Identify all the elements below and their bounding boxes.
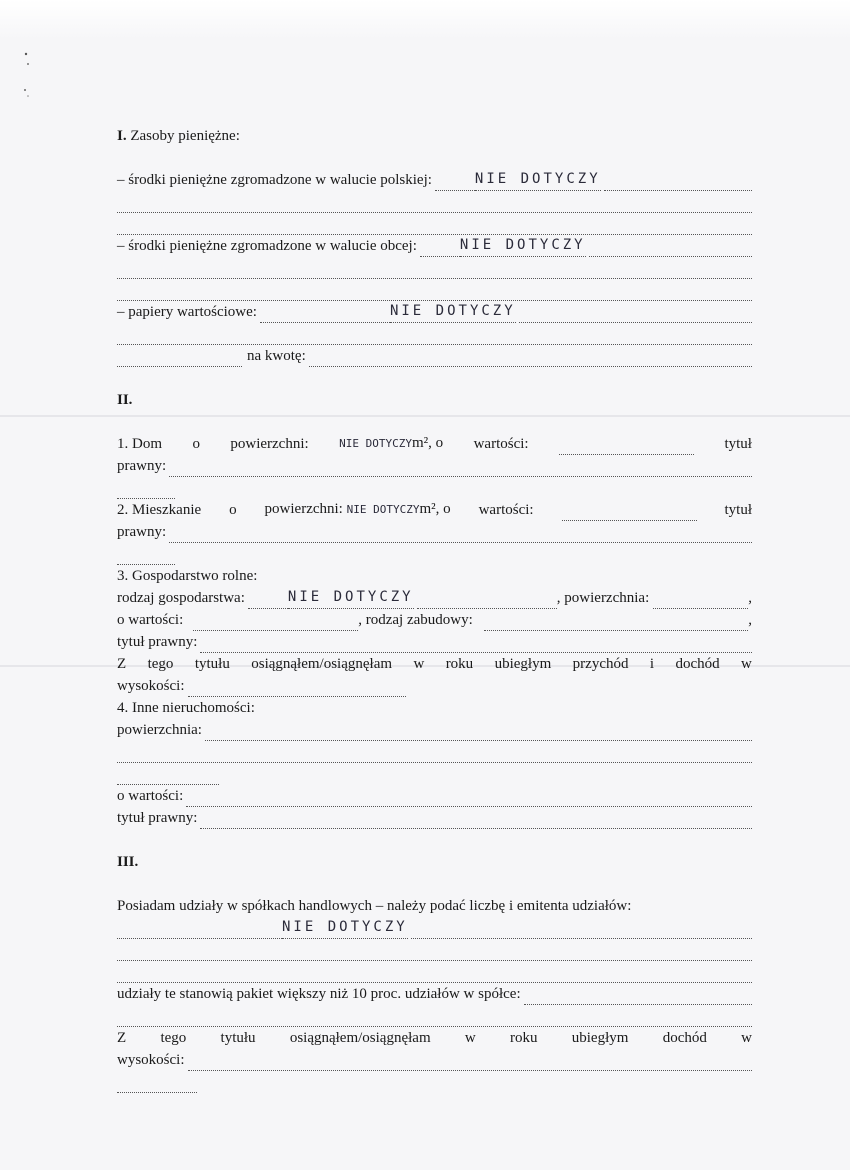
- farm-income-row: [117, 675, 752, 697]
- farm-type-label: rodzaj gospodarstwa:: [117, 590, 245, 606]
- shares-income-word: Z: [117, 1030, 127, 1046]
- shares-value[interactable]: NIE DOTYCZY: [282, 916, 408, 939]
- shares-income-row: [117, 1049, 752, 1071]
- pln-funds-label: – środki pieniężne zgromadzone w walucie polskiej:: [117, 172, 432, 188]
- farm-income-word: tytułu: [194, 656, 230, 672]
- farm-income-word: Z: [117, 656, 127, 672]
- house-unit: m², o: [411, 435, 444, 451]
- shares-income-word: tytułu: [220, 1030, 256, 1046]
- house-title-field[interactable]: [169, 462, 752, 477]
- other-title-field[interactable]: [200, 814, 752, 829]
- house-area-value[interactable]: NIE DOTYCZY: [339, 437, 412, 450]
- farm-income-word: przychód: [572, 656, 629, 672]
- shares-row: [117, 895, 752, 917]
- foreign-funds-value[interactable]: NIE DOTYCZY: [460, 234, 586, 257]
- other-heading-text: 4. Inne nieruchomości:: [117, 700, 255, 716]
- farm-income-field[interactable]: [188, 682, 406, 697]
- scan-top-edge: [0, 0, 850, 40]
- farm-income-word: roku: [445, 656, 474, 672]
- shares-income-field[interactable]: [188, 1056, 753, 1071]
- amount-label: na kwotę:: [247, 348, 306, 364]
- other-value-label: o wartości:: [117, 788, 184, 804]
- other-heading: [117, 697, 752, 719]
- securities-amount-row: [117, 345, 752, 367]
- farm-value-field[interactable]: [193, 616, 358, 631]
- shares-income-word: w: [741, 1030, 752, 1046]
- shares-income-sentence: [117, 1027, 752, 1049]
- other-area-field[interactable]: [205, 726, 752, 741]
- flat-row: [117, 499, 752, 521]
- foreign-funds-row: [117, 235, 752, 257]
- pln-funds-value[interactable]: NIE DOTYCZY: [475, 168, 601, 191]
- flat-value-label: wartości:: [478, 502, 534, 518]
- other-value-field[interactable]: [186, 792, 752, 807]
- farm-income-label: wysokości:: [117, 678, 185, 694]
- flat-title-label: tytuł: [724, 502, 752, 518]
- shares-block-field[interactable]: [524, 990, 752, 1005]
- securities-value[interactable]: NIE DOTYCZY: [390, 300, 516, 323]
- shares-block-row: [117, 983, 752, 1005]
- shares-income-word: tego: [160, 1030, 187, 1046]
- farm-value-label: o wartości:: [117, 612, 184, 628]
- farm-title-field[interactable]: [200, 638, 752, 653]
- farm-income-word: w: [413, 656, 425, 672]
- house-value-field[interactable]: [559, 440, 694, 455]
- section-ii-heading: II.: [117, 392, 133, 408]
- house-value-label: wartości:: [473, 436, 529, 452]
- farm-heading: [117, 565, 752, 587]
- flat-title-row: [117, 521, 752, 543]
- farm-income-word: osiągnąłem/osiągnęłam: [251, 656, 393, 672]
- binder-hole-mark: [22, 50, 32, 100]
- house-row: [117, 433, 752, 455]
- shares-block-label: udziały te stanowią pakiet większy niż 10 proc. udziałów w spółce:: [117, 986, 521, 1002]
- pln-funds-row: [117, 169, 752, 191]
- foreign-funds-label: – środki pieniężne zgromadzone w walucie obcej:: [117, 238, 417, 254]
- farm-heading-text: 3. Gospodarstwo rolne:: [117, 568, 258, 584]
- flat-label: 2. Mieszkanie: [117, 502, 202, 518]
- other-area-row: [117, 719, 752, 741]
- farm-type-value[interactable]: NIE DOTYCZY: [288, 586, 414, 609]
- farm-income-word: w: [741, 656, 752, 672]
- flat-title-field[interactable]: [169, 528, 752, 543]
- flat-value-field[interactable]: [562, 506, 697, 521]
- securities-label: – papiery wartościowe:: [117, 304, 257, 320]
- flat-area-value[interactable]: NIE DOTYCZY: [346, 503, 420, 516]
- farm-title-label: tytuł prawny:: [117, 634, 198, 650]
- farm-area-field[interactable]: [653, 594, 748, 609]
- other-title-label: tytuł prawny:: [117, 810, 198, 826]
- house-word: o: [192, 436, 200, 452]
- house-title-label: tytuł: [724, 436, 752, 452]
- farm-area-label: , powierzchnia:: [556, 590, 650, 606]
- flat-prawny-label: prawny:: [117, 524, 167, 540]
- house-label: 1. Dom: [117, 436, 162, 452]
- shares-income-word: dochód: [662, 1030, 707, 1046]
- farm-title-row: [117, 631, 752, 653]
- farm-building-field[interactable]: [484, 616, 748, 631]
- shares-value-row: [117, 917, 752, 939]
- shares-income-word: osiągnąłem/osiągnęłam: [289, 1030, 431, 1046]
- shares-income-word: roku: [509, 1030, 538, 1046]
- shares-income-word: w: [464, 1030, 476, 1046]
- shares-income-label: wysokości:: [117, 1052, 185, 1068]
- farm-building-label: , rodzaj zabudowy:: [358, 612, 473, 628]
- farm-income-word: ubiegłym: [494, 656, 552, 672]
- other-area-label: powierzchnia:: [117, 722, 202, 738]
- form-content: [117, 125, 752, 1093]
- flat-unit: m², o: [419, 501, 451, 517]
- other-value-row: [117, 785, 752, 807]
- section-i-heading: I. Zasoby pieniężne:: [117, 128, 240, 144]
- farm-value-row: o wartości: , rodzaj zabudowy: ,: [117, 609, 752, 631]
- flat-area-label: powierzchni:: [264, 501, 343, 517]
- house-title-row: [117, 455, 752, 477]
- section-iii-heading: III.: [117, 854, 139, 870]
- farm-income-word: i: [649, 656, 655, 672]
- flat-word: o: [229, 502, 237, 518]
- house-prawny-label: prawny:: [117, 458, 167, 474]
- farm-income-word: dochód: [675, 656, 720, 672]
- farm-income-word: tego: [147, 656, 174, 672]
- shares-label: Posiadam udziały w spółkach handlowych – należy podać liczbę i emitenta udziałów:: [117, 898, 632, 914]
- securities-row: [117, 301, 752, 323]
- house-area-label: powierzchni:: [230, 436, 309, 452]
- shares-income-word: ubiegłym: [571, 1030, 629, 1046]
- other-title-row: [117, 807, 752, 829]
- farm-income-sentence: [117, 653, 752, 675]
- farm-type-row: rodzaj gospodarstwa: NIE DOTYCZY , powierzchnia: ,: [117, 587, 752, 609]
